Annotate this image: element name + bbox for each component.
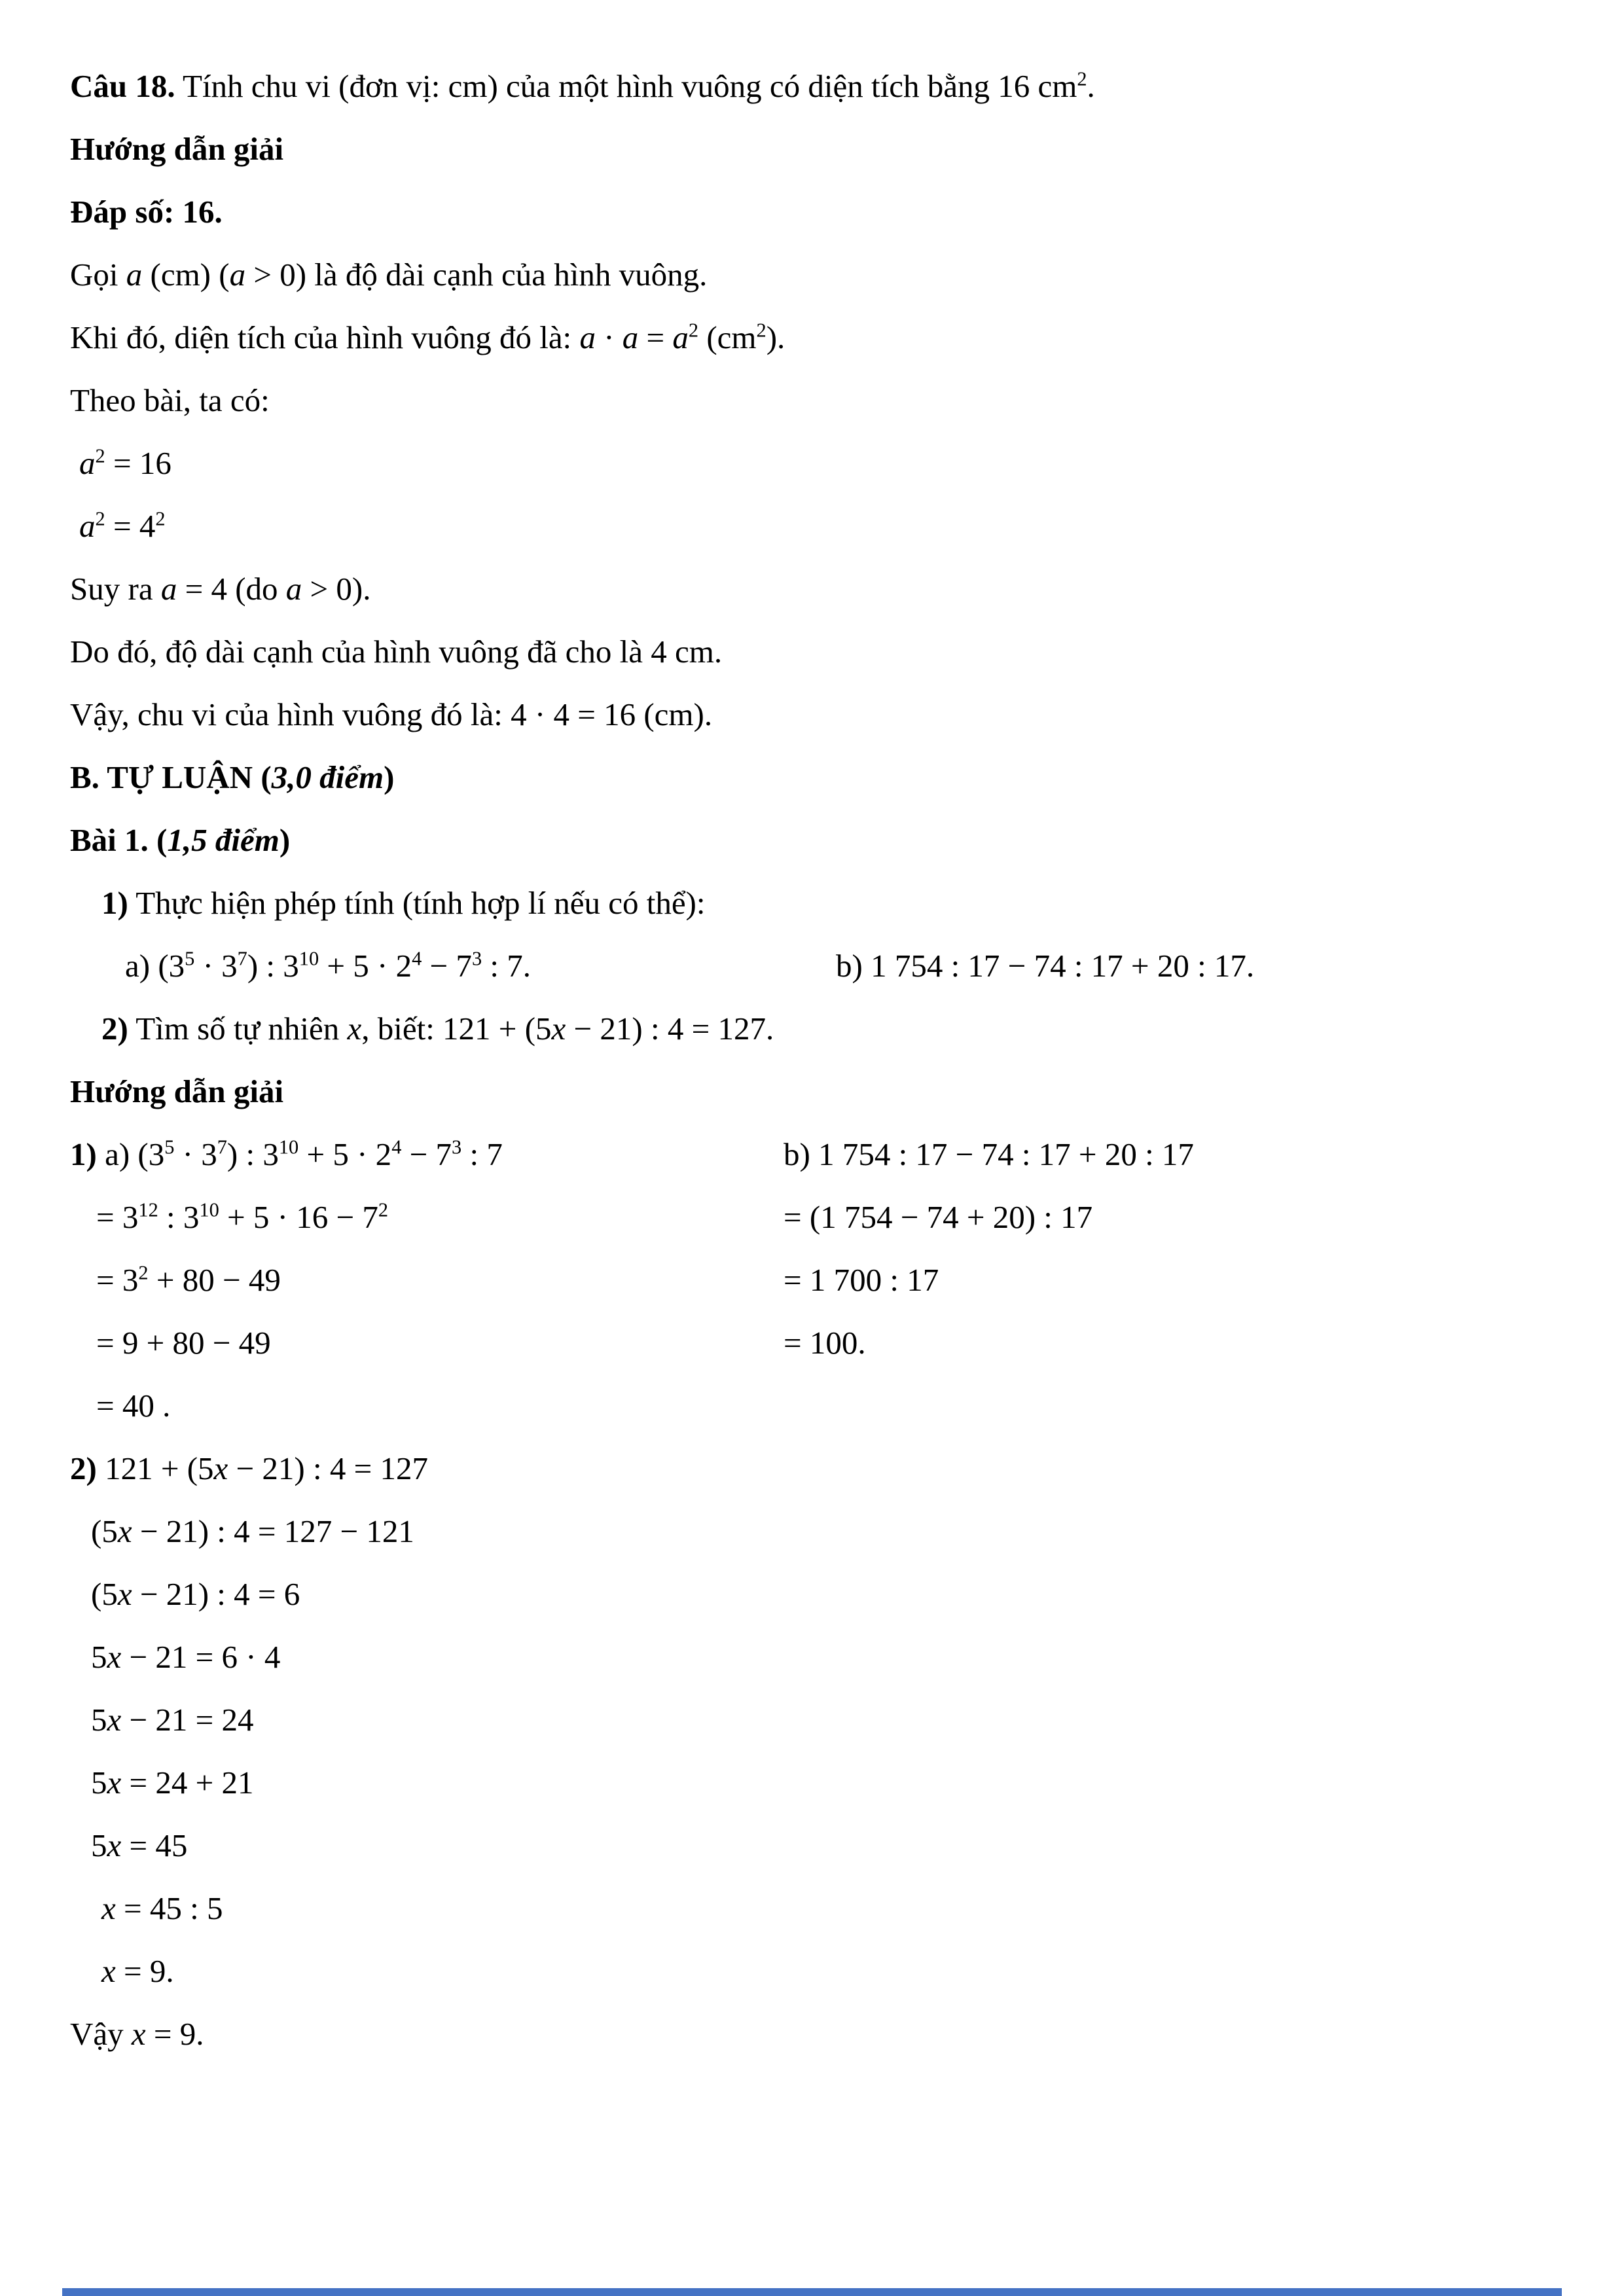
question-1a: a) $(3^5 \cdot 3^7)$ : $3^{10} + 5 \cdot 2^4 - 7^3$ : 7.: [125, 947, 531, 984]
solution-2-head: 2) 121 + (5x − 21) : 4 = 127: [70, 1450, 428, 1486]
solution-2-step: 5x − 21 = 6 · 4: [91, 1639, 281, 1675]
line-suy-ra: Suy ra a = 4 (do a > 0).: [70, 571, 371, 607]
line-vay-chu-vi: Vậy, chu vi của hình vuông đó là: 4 · 4 = 16 (cm).: [70, 696, 713, 732]
solution-2-step: x = 9.: [101, 1953, 174, 1989]
line-do-do: Do đó, độ dài cạnh của hình vuông đã cho là 4 cm.: [70, 634, 723, 670]
footer-bar: [62, 2288, 1562, 2296]
equation-a2-equals-42: $a^2 = 4^2$: [79, 507, 166, 544]
solution-1-row: [70, 1134, 1526, 1448]
solution-1a-step: = 40 .: [96, 1388, 171, 1424]
solution-1a-head: 1) a) $(3^5 \cdot 3^7)$ : $3^{10} + 5 \cdot 2^4 - 7^3$ : 7: [70, 1136, 503, 1172]
guide-heading-1: Hướng dẫn giải: [70, 131, 284, 167]
solution-1a-step: = $3^{12}$ : $3^{10} + 5 \cdot 16 - 7^2$: [96, 1198, 389, 1235]
question-18-text: Tính chu vi (đơn vị: cm) của một hình vuông có diện tích bằng 16 $cm^2$.: [183, 67, 1095, 104]
question-18: [70, 65, 1526, 107]
question-1b-column: [836, 945, 1526, 1008]
question-1a-column: [70, 945, 836, 1008]
solution-1a-step: = $3^2 + 80 - 49$: [96, 1261, 281, 1298]
solution-1b-column: [784, 1134, 1526, 1385]
question-1: 1) Thực hiện phép tính (tính hợp lí nếu có thể):: [101, 885, 706, 921]
line-side-definition: Gọi a (cm) (a > 0) là độ dài cạnh của hình vuông.: [70, 257, 708, 293]
solution-1b-step: = 1 700 : 17: [784, 1262, 939, 1298]
guide-heading-2: Hướng dẫn giải: [70, 1073, 284, 1109]
question-1b: b) 1 754 : 17 − 74 : 17 + 20 : 17.: [836, 948, 1255, 984]
line-vay-x: Vậy x = 9.: [70, 2016, 204, 2052]
section-b-heading: B. TỰ LUẬN (3,0 điểm): [70, 759, 395, 795]
solution-1a-step: = 9 + 80 − 49: [96, 1325, 271, 1361]
bai-1-heading: Bài 1. (1,5 điểm): [70, 822, 291, 858]
solution-2-step: 5x = 24 + 21: [91, 1765, 254, 1801]
solution-2-step: x = 45 : 5: [101, 1890, 223, 1926]
question-1-parts-row: [70, 945, 1526, 1008]
solution-1b-head: b) 1 754 : 17 − 74 : 17 + 20 : 17: [784, 1136, 1194, 1172]
equation-a2-equals-16: $a^2 = 16$: [79, 444, 171, 481]
answer-line: Đáp số: 16.: [70, 194, 223, 230]
solution-1a-column: [70, 1134, 784, 1448]
solution-2-step: (5x − 21) : 4 = 127 − 121: [91, 1513, 414, 1549]
question-2: 2) Tìm số tự nhiên x, biết: 121 + (5x − 21) : 4 = 127.: [101, 1011, 774, 1047]
line-area-formula: Khi đó, diện tích của hình vuông đó là: $a \cdot a = a^2$ $(cm^2)$.: [70, 319, 785, 355]
solution-2-step: 5x − 21 = 24: [91, 1702, 254, 1738]
solution-2-step: 5x = 45: [91, 1827, 188, 1863]
solution-1b-step: = (1 754 − 74 + 20) : 17: [784, 1199, 1093, 1235]
line-theo-bai: Theo bài, ta có:: [70, 382, 270, 418]
solution-2-step: (5x − 21) : 4 = 6: [91, 1576, 300, 1612]
solution-1b-step: = 100.: [784, 1325, 866, 1361]
question-18-label: Câu 18.: [70, 68, 175, 104]
